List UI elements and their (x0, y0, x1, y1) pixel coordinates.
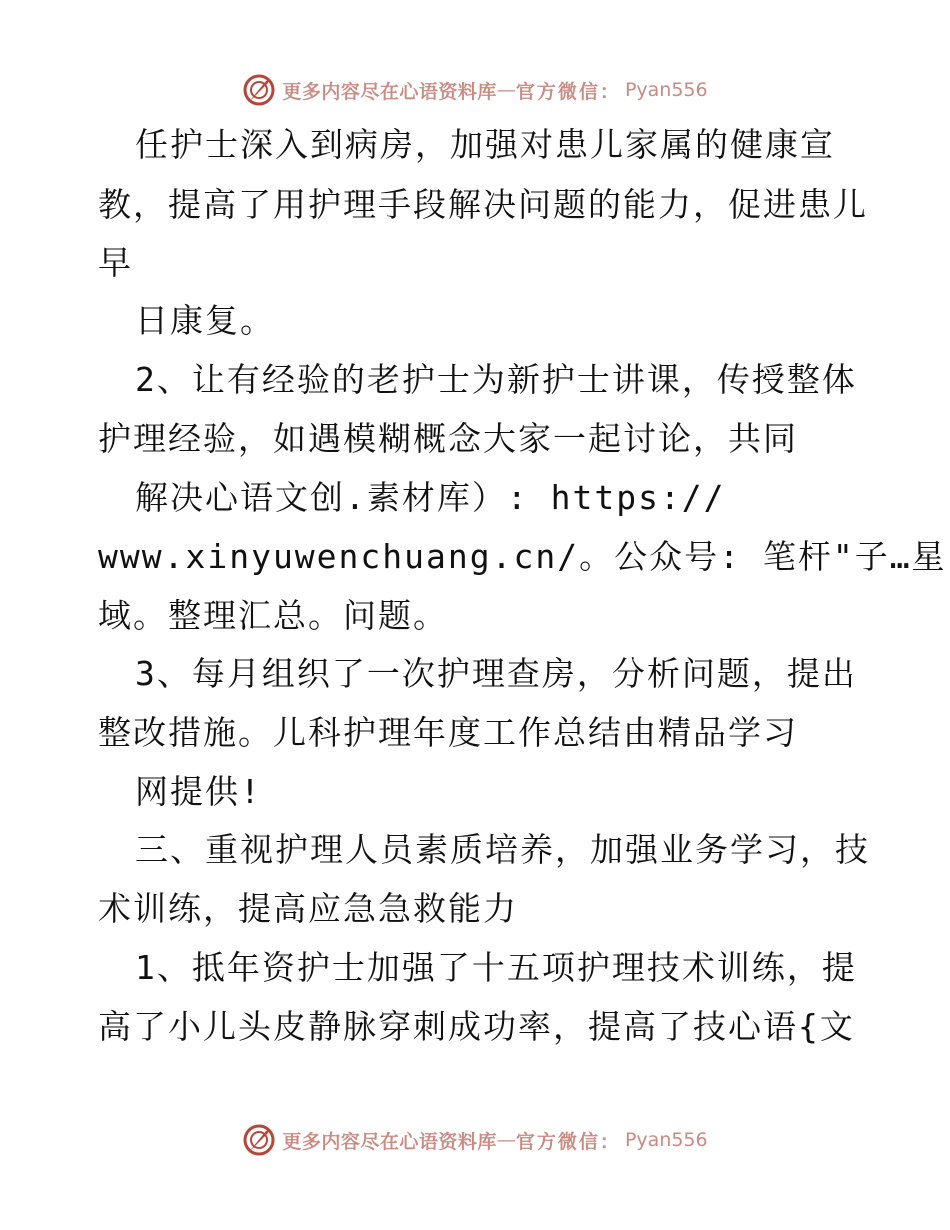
body-line: www.xinyuwenchuang.cn/。公众号: 笔杆"子…星 (98, 537, 947, 576)
body-line: 日康复。 (135, 301, 275, 340)
quill-logo-icon (242, 1123, 276, 1157)
quill-logo-icon (242, 73, 276, 107)
body-line: 网提供! (135, 772, 262, 811)
body-line: 整改措施。儿科护理年度工作总结由精品学习 (98, 713, 798, 752)
body-line: 三、重视护理人员素质培养，加强业务学习，技 (135, 830, 870, 869)
body-line: 3、每月组织了一次护理查房，分析问题，提出 (135, 654, 857, 693)
body-line: 2、让有经验的老护士为新护士讲课，传授整体 (135, 360, 857, 399)
body-line: 高了小儿头皮静脉穿刺成功率，提高了技心语{文 (98, 1007, 855, 1046)
body-line: 教，提高了用护理手段解决问题的能力，促进患儿 (98, 185, 868, 224)
body-line: 任护士深入到病房，加强对患儿家属的健康宣 (135, 125, 835, 164)
body-line: 域。整理汇总。问题。 (98, 596, 448, 635)
banner-wechat-label: 官方微信： (515, 80, 621, 103)
banner-dash: — (496, 79, 516, 101)
body-line: 解决心语文创.素材库）: https:// (135, 478, 726, 517)
header-banner (0, 70, 950, 110)
banner-dash: — (496, 1129, 516, 1151)
body-line: 早 (98, 243, 133, 282)
body-line: 护理经验，如遇模糊概念大家一起讨论，共同 (98, 419, 798, 458)
body-line: 1、抵年资护士加强了十五项护理技术训练，提 (135, 948, 857, 987)
banner-text: 更多内容尽在心语资料库 (282, 80, 497, 103)
banner-wechat-id: Pyan556 (624, 79, 708, 101)
footer-banner (0, 1120, 950, 1160)
banner-wechat-id: Pyan556 (624, 1129, 708, 1151)
banner-wechat-label: 官方微信： (515, 1130, 621, 1153)
banner-text: 更多内容尽在心语资料库 (282, 1130, 497, 1153)
body-line: 术训练，提高应急急救能力 (98, 889, 518, 928)
